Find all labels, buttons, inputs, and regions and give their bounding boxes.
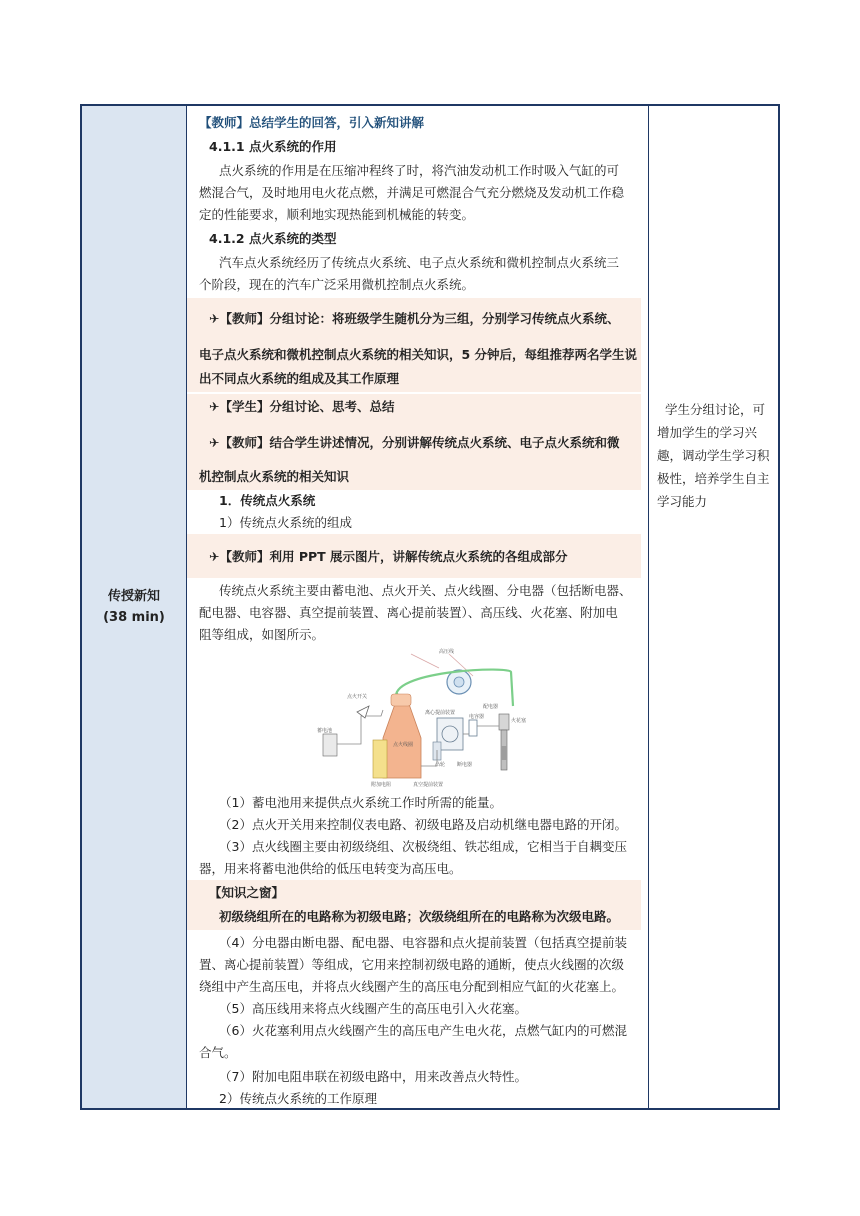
teacher-box-1-line: 出不同点火系统的组成及其工作原理 — [199, 371, 400, 386]
label-distributor-rotor: 配电器 — [483, 704, 499, 710]
teacher-box-1-line: 电子点火系统和微机控制点火系统的相关知识，5 分钟后，每组推荐两名学生说 — [199, 347, 638, 362]
teacher-intro: 【教师】总结学生的回答，引入新知讲解 — [199, 115, 425, 130]
paragraph-2-line: 汽车点火系统经历了传统点火系统、电子点火系统和微机控制点火系统三 — [219, 255, 620, 270]
content-cell — [187, 106, 649, 1108]
teacher-box-1-line: ✈【教师】分组讨论：将班级学生随机分为三组，分别学习传统点火系统、 — [209, 311, 620, 326]
knowledge-text: 初级绕组所在的电路称为初级电路；次级绕组所在的电路称为次级电路。 — [219, 909, 620, 924]
stage-duration: (38 min) — [103, 610, 165, 625]
label-cam: 凸轮 — [435, 762, 446, 768]
note-cell — [649, 106, 778, 1108]
heading-4-1-2: 4.1.2 点火系统的类型 — [209, 231, 337, 246]
paragraph-3-line: 传统点火系统主要由蓄电池、点火开关、点火线圈、分电器（包括断电器、 — [219, 583, 632, 598]
item-line: （6）火花塞利用点火线圈产生的高压电产生电火花，点燃气缸内的可燃混 — [219, 1023, 627, 1038]
heading-composition: 1）传统点火系统的组成 — [219, 515, 352, 530]
item-line: （5）高压线用来将点火线圈产生的高压电引入火花塞。 — [219, 1001, 527, 1016]
label-ignition-coil: 点火线圈 — [393, 742, 414, 748]
student-box-line: ✈【学生】分组讨论、思考、总结 — [209, 399, 395, 414]
heading-working-principle: 2）传统点火系统的工作原理 — [219, 1091, 377, 1106]
teacher-box-2-line: 机控制点火系统的相关知识 — [199, 469, 350, 484]
item-line: （3）点火线圈主要由初级绕组、次极绕组、铁芯组成，它相当于自耦变压 — [219, 839, 627, 854]
paragraph-1-line: 定的性能要求，顺利地实现热能到机械能的转变。 — [199, 207, 475, 222]
note-line: 极性，培养学生自主 — [657, 471, 770, 486]
label-extra-resistor: 附加电阻 — [371, 782, 392, 788]
paragraph-3-line: 阻等组成，如图所示。 — [199, 627, 325, 642]
lesson-table — [80, 104, 780, 1110]
ignition-system-diagram — [317, 646, 527, 788]
note-line: 学生分组讨论，可 — [665, 402, 766, 417]
note-line: 增加学生的学习兴 — [657, 425, 758, 440]
label-breaker: 断电器 — [457, 762, 473, 768]
stage-cell — [82, 106, 187, 1108]
note-line: 学习能力 — [657, 494, 708, 509]
knowledge-title: 【知识之窗】 — [209, 885, 285, 900]
paragraph-1-line: 燃混合气，及时地用电火花点燃，并满足可燃混合气充分燃烧及发动机工作稳 — [199, 185, 625, 200]
note-line: 趣，调动学生学习积 — [657, 448, 770, 463]
label-ignition-switch: 点火开关 — [347, 694, 368, 700]
item-line: 置、离心提前装置）等组成，它用来控制初级电路的通断，使点火线圈的次级 — [199, 957, 625, 972]
label-spark-plug: 火花塞 — [511, 718, 527, 724]
item-line: 合气。 — [199, 1045, 237, 1060]
teacher-box-2-line: ✈【教师】结合学生讲述情况，分别讲解传统点火系统、电子点火系统和微 — [209, 435, 620, 450]
item-line: 绕组中产生高压电，并将点火线圈产生的高压电分配到相应气缸的火花塞上。 — [199, 979, 625, 994]
heading-4-1-1: 4.1.1 点火系统的作用 — [209, 139, 337, 154]
label-centrifugal-advance: 离心提前装置 — [425, 710, 456, 716]
stage-title: 传授新知 — [107, 589, 160, 604]
paragraph-2-line: 个阶段，现在的汽车广泛采用微机控制点火系统。 — [199, 277, 475, 292]
item-line: （2）点火开关用来控制仪表电路、初级电路及启动机继电器电路的开闭。 — [219, 817, 627, 832]
item-line: 器，用来将蓄电池供给的低压电转变为高压电。 — [199, 861, 462, 876]
teacher-box-3-line: ✈【教师】利用 PPT 展示图片，讲解传统点火系统的各组成部分 — [209, 549, 568, 564]
paragraph-1-line: 点火系统的作用是在压缩冲程终了时，将汽油发动机工作时吸入气缸的可 — [219, 163, 620, 178]
item-line: （7）附加电阻串联在初级电路中，用来改善点火特性。 — [219, 1069, 527, 1084]
heading-traditional: 1．传统点火系统 — [219, 493, 316, 508]
item-line: （1）蓄电池用来提供点火系统工作时所需的能量。 — [219, 795, 502, 810]
paragraph-3-line: 配电器、电容器、真空提前装置、离心提前装置）、高压线、火花塞、附加电 — [199, 605, 618, 620]
teaching-note — [657, 398, 775, 513]
label-vacuum-advance: 真空提前装置 — [413, 782, 444, 788]
label-battery: 蓄电池 — [317, 728, 333, 734]
label-capacitor: 电容器 — [469, 714, 485, 720]
item-line: （4）分电器由断电器、配电器、电容器和点火提前装置（包括真空提前装 — [219, 935, 627, 950]
label-high-voltage-wire: 高压线 — [439, 649, 455, 655]
